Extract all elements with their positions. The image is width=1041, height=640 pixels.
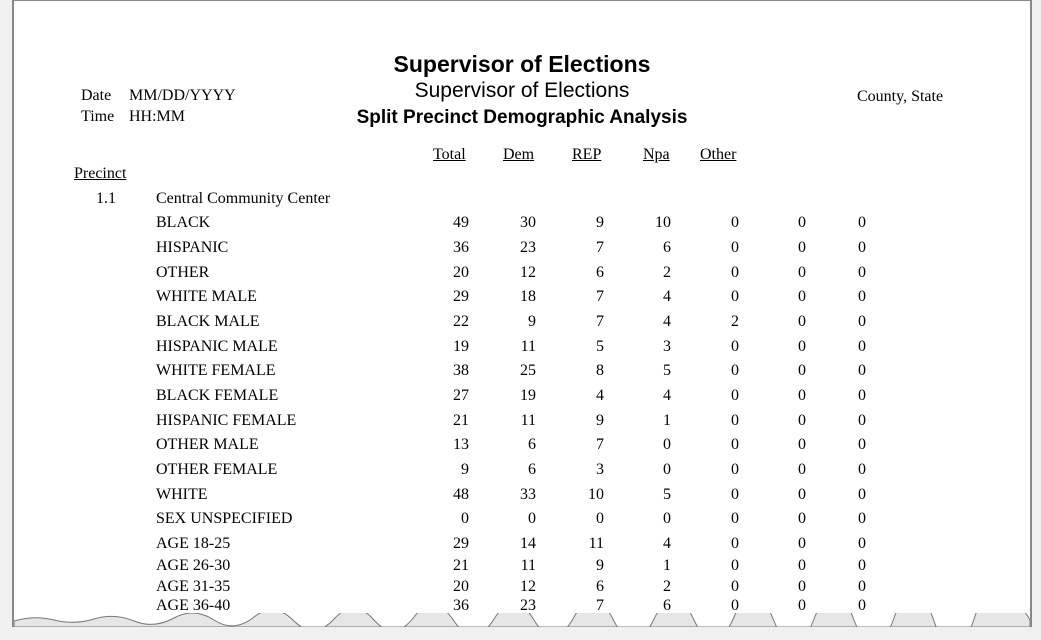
cell-dem: 6 [528,461,536,478]
cell-other: 0 [731,239,739,256]
table-row [14,264,1030,284]
table-row [14,313,1030,333]
cell-total: 36 [453,239,469,256]
cell-other: 0 [731,412,739,429]
cell-total: 19 [453,338,469,355]
row-label: BLACK MALE [156,313,260,330]
cell-extra2: 0 [858,461,866,478]
cell-dem: 11 [520,557,536,574]
cell-dem: 0 [528,510,536,527]
cell-dem: 12 [520,264,536,281]
cell-npa: 4 [663,313,671,330]
cell-rep: 0 [596,510,604,527]
cell-extra2: 0 [858,338,866,355]
cell-total: 9 [461,461,469,478]
cell-total: 49 [453,214,469,231]
cell-rep: 9 [596,412,604,429]
cell-other: 0 [731,387,739,404]
cell-total: 13 [453,436,469,453]
cell-rep: 7 [596,239,604,256]
precinct-column-label: Precinct [74,165,127,182]
row-label: OTHER [156,264,210,281]
cell-other: 0 [731,362,739,379]
cell-other: 0 [731,264,739,281]
table-row [14,412,1030,432]
cell-other: 0 [731,338,739,355]
table-row [14,387,1030,407]
cell-rep: 5 [596,338,604,355]
cell-total: 20 [453,264,469,281]
row-label: OTHER FEMALE [156,461,278,478]
cell-extra2: 0 [858,387,866,404]
row-label: WHITE [156,486,208,503]
table-row [14,510,1030,530]
table-row [14,288,1030,308]
cell-extra2: 0 [858,436,866,453]
row-label: AGE 26-30 [156,557,231,574]
report-page [12,0,1032,627]
cell-other: 0 [731,535,739,552]
cell-other: 2 [731,313,739,330]
cell-npa: 2 [663,264,671,281]
report-subtitle: Supervisor of Elections [414,79,630,102]
row-label: OTHER MALE [156,436,259,453]
cell-dem: 25 [520,362,536,379]
cell-rep: 6 [596,578,604,595]
cell-extra1: 0 [798,461,806,478]
cell-other: 0 [731,578,739,595]
cell-dem: 9 [528,313,536,330]
table-row [14,578,1030,598]
cell-npa: 3 [663,338,671,355]
cell-extra2: 0 [858,597,866,614]
cell-extra2: 0 [858,412,866,429]
cell-extra1: 0 [798,239,806,256]
cell-other: 0 [731,510,739,527]
row-label: BLACK [156,214,211,231]
cell-npa: 4 [663,387,671,404]
cell-npa: 2 [663,578,671,595]
cell-extra1: 0 [798,387,806,404]
cell-extra1: 0 [798,578,806,595]
column-header-dem: Dem [503,146,535,163]
cell-dem: 23 [520,239,536,256]
cell-extra1: 0 [798,412,806,429]
cell-npa: 5 [663,362,671,379]
cell-dem: 23 [520,597,536,614]
cell-dem: 11 [520,412,536,429]
cell-dem: 6 [528,436,536,453]
cell-rep: 9 [596,214,604,231]
cell-rep: 7 [596,313,604,330]
cell-other: 0 [731,597,739,614]
cell-other: 0 [731,557,739,574]
cell-total: 29 [453,288,469,305]
cell-extra2: 0 [858,313,866,330]
table-row [14,436,1030,456]
cell-other: 0 [731,486,739,503]
cell-other: 0 [731,214,739,231]
cell-npa: 0 [663,461,671,478]
row-label: AGE 36-40 [156,597,231,614]
cell-extra1: 0 [798,313,806,330]
cell-dem: 18 [520,288,536,305]
cell-npa: 1 [663,557,671,574]
cell-rep: 3 [596,461,604,478]
cell-extra2: 0 [858,578,866,595]
cell-total: 36 [453,597,469,614]
row-label: HISPANIC FEMALE [156,412,297,429]
cell-total: 38 [453,362,469,379]
cell-dem: 33 [520,486,536,503]
cell-extra2: 0 [858,214,866,231]
cell-npa: 10 [655,214,671,231]
cell-dem: 12 [520,578,536,595]
cell-total: 0 [461,510,469,527]
cell-total: 21 [453,412,469,429]
cell-npa: 6 [663,239,671,256]
cell-extra1: 0 [798,557,806,574]
cell-extra1: 0 [798,597,806,614]
table-row [14,486,1030,506]
cell-rep: 10 [588,486,604,503]
cell-extra1: 0 [798,436,806,453]
cell-extra2: 0 [858,288,866,305]
report-name: Split Precinct Demographic Analysis [356,107,688,128]
cell-extra2: 0 [858,510,866,527]
cell-other: 0 [731,461,739,478]
cell-extra2: 0 [858,557,866,574]
cell-total: 22 [453,313,469,330]
cell-rep: 11 [588,535,604,552]
table-row [14,461,1030,481]
cell-rep: 9 [596,557,604,574]
cell-npa: 1 [663,412,671,429]
cell-total: 21 [453,557,469,574]
table-row [14,338,1030,358]
table-row [14,557,1030,577]
cell-extra2: 0 [858,362,866,379]
cell-npa: 5 [663,486,671,503]
cell-rep: 7 [596,436,604,453]
cell-total: 27 [453,387,469,404]
cell-total: 29 [453,535,469,552]
cell-rep: 8 [596,362,604,379]
row-label: HISPANIC MALE [156,338,278,355]
cell-npa: 0 [663,436,671,453]
cell-rep: 6 [596,264,604,281]
cell-extra2: 0 [858,535,866,552]
cell-dem: 11 [520,338,536,355]
cell-extra2: 0 [858,264,866,281]
row-label: AGE 31-35 [156,578,231,595]
cell-extra2: 0 [858,239,866,256]
cell-npa: 0 [663,510,671,527]
column-header-npa: Npa [643,146,670,163]
cell-extra1: 0 [798,214,806,231]
report-title: Supervisor of Elections [393,51,651,77]
precinct-name: Central Community Center [156,190,331,207]
cell-extra1: 0 [798,338,806,355]
torn-edge [14,613,1030,627]
table-row [14,239,1030,259]
table-row [14,214,1030,234]
cell-rep: 7 [596,288,604,305]
date-label: Date [81,87,112,104]
cell-extra1: 0 [798,264,806,281]
cell-extra2: 0 [858,486,866,503]
row-label: WHITE MALE [156,288,257,305]
cell-extra1: 0 [798,535,806,552]
time-value: HH:MM [129,108,186,125]
location-label: County, State [857,88,944,105]
cell-npa: 4 [663,535,671,552]
cell-dem: 14 [520,535,536,552]
cell-total: 48 [453,486,469,503]
cell-extra1: 0 [798,362,806,379]
precinct-id: 1.1 [96,190,116,207]
cell-total: 20 [453,578,469,595]
cell-rep: 4 [596,387,604,404]
row-label: AGE 18-25 [156,535,231,552]
cell-npa: 4 [663,288,671,305]
column-header-rep: REP [572,146,602,163]
table-row [14,362,1030,382]
row-label: SEX UNSPECIFIED [156,510,293,527]
table-row [14,535,1030,555]
cell-extra1: 0 [798,510,806,527]
column-header-other: Other [700,146,737,163]
column-header-total: Total [433,146,466,163]
row-label: WHITE FEMALE [156,362,276,379]
cell-npa: 6 [663,597,671,614]
cell-extra1: 0 [798,288,806,305]
cell-other: 0 [731,436,739,453]
cell-dem: 30 [520,214,536,231]
cell-other: 0 [731,288,739,305]
row-label: HISPANIC [156,239,229,256]
date-value: MM/DD/YYYY [129,87,236,104]
cell-dem: 19 [520,387,536,404]
cell-rep: 7 [596,597,604,614]
cell-extra1: 0 [798,486,806,503]
row-label: BLACK FEMALE [156,387,279,404]
time-label: Time [81,108,115,125]
